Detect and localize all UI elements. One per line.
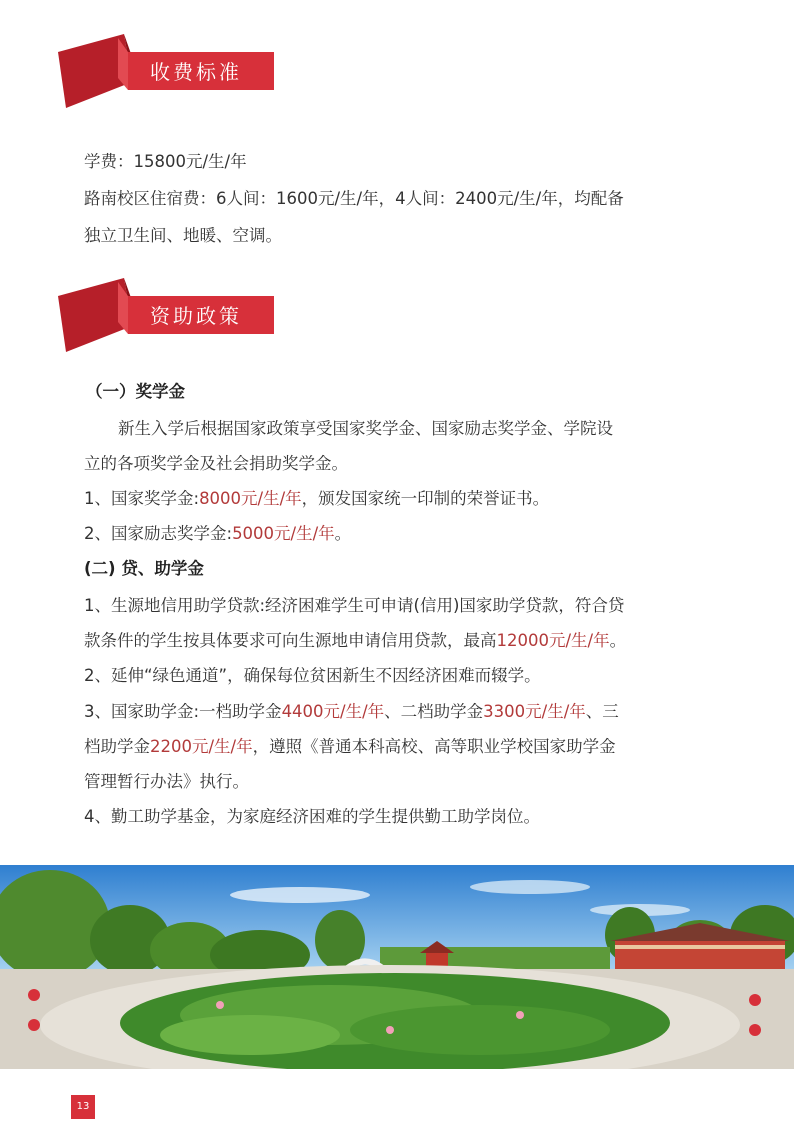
loans-item-1-line1: 1、生源地信用助学贷款:经济困难学生可申请(信用)国家助学贷款，符合贷 xyxy=(84,596,625,615)
amount-highlight: 2200元/生/年 xyxy=(150,737,253,756)
amount-highlight: 4400元/生/年 xyxy=(281,702,385,721)
item-prefix: 1、国家奖学金: xyxy=(84,489,200,508)
amount-highlight: 8000元/生/年 xyxy=(199,489,302,508)
item-suffix: ，颁发国家统一印制的荣誉证书。 xyxy=(301,489,550,508)
loans-heading: (二) 贷、助学金 xyxy=(84,559,204,578)
dorm-text-line1: 路南校区住宿费：6人间：1600元/生/年，4人间：2400元/生/年，均配备 xyxy=(84,189,624,208)
item-text: ，遵照《普通本科高校、高等职业学校国家助学金 xyxy=(252,737,616,756)
item-suffix: 。 xyxy=(334,524,352,543)
item-text: 、三 xyxy=(585,702,619,721)
page-number-badge: 13 xyxy=(71,1095,95,1119)
loans-item-3-line2 xyxy=(84,735,616,759)
item-text: 、二档助学金 xyxy=(384,702,484,721)
item-prefix: 3、国家助学金:一档助学金 xyxy=(84,702,282,721)
item-prefix: 2、国家励志奖学金: xyxy=(84,524,233,543)
scholarship-item-1 xyxy=(84,487,549,511)
campus-lotus-pond-photo xyxy=(0,865,794,1069)
item-suffix: 。 xyxy=(609,631,627,650)
item-text: 款条件的学生按具体要求可向生源地申请信用贷款，最高 xyxy=(84,631,497,650)
item-text: 档助学金 xyxy=(84,737,150,756)
loans-item-3-line1 xyxy=(84,700,619,724)
section-title: 收费标准 xyxy=(150,60,242,84)
scholarship-intro-line2: 立的各项奖学金及社会捐助奖学金。 xyxy=(84,454,348,473)
amount-highlight: 12000元/生/年 xyxy=(496,631,610,650)
section-banner-aid xyxy=(58,278,278,352)
scholarship-intro-line1: 新生入学后根据国家政策享受国家奖学金、国家励志奖学金、学院设 xyxy=(118,419,613,438)
amount-highlight: 5000元/生/年 xyxy=(232,524,335,543)
amount-highlight: 3300元/生/年 xyxy=(483,702,586,721)
loans-item-1-line2 xyxy=(84,629,626,653)
section-title: 资助政策 xyxy=(150,304,242,328)
loans-item-3-line3: 管理暂行办法》执行。 xyxy=(84,772,249,791)
dorm-text-line2: 独立卫生间、地暖、空调。 xyxy=(84,226,282,245)
section-banner-fees xyxy=(58,34,278,108)
scholarship-item-2 xyxy=(84,522,351,546)
scholarship-heading: （一）奖学金 xyxy=(86,382,185,401)
loans-item-2: 2、延伸“绿色通道”，确保每位贫困新生不因经济困难而辍学。 xyxy=(84,666,541,685)
tuition-text: 学费：15800元/生/年 xyxy=(84,152,247,171)
loans-item-4: 4、勤工助学基金，为家庭经济困难的学生提供勤工助学岗位。 xyxy=(84,807,540,826)
